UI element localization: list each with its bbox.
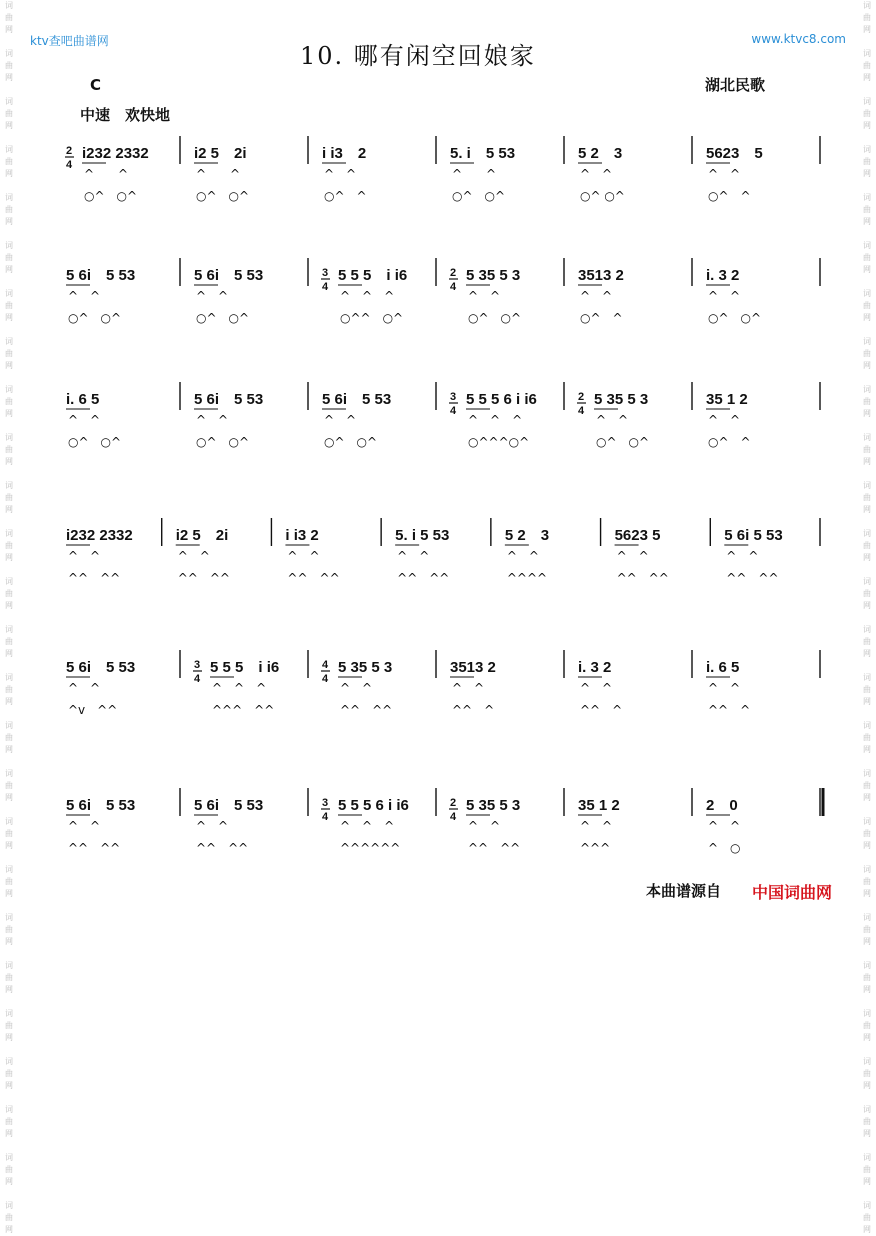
articulation-row-1: ^ ^	[68, 413, 101, 427]
time-signature-top: 4	[322, 659, 329, 671]
articulation-row-1: ^ ^	[708, 413, 741, 427]
measure-notes: 5623 5	[706, 145, 763, 162]
measure-notes: 5. i 5 53	[395, 527, 450, 544]
measure-notes: 3513 2	[578, 267, 624, 284]
articulation-row-2: ○^^ ○^	[340, 311, 404, 325]
articulation-row-1: ^ ^	[708, 167, 741, 181]
score-system-6	[56, 786, 824, 866]
time-signature-bottom: 4	[578, 405, 585, 417]
articulation-row-1: ^ ^	[397, 549, 430, 563]
time-signature-bottom: 4	[194, 673, 201, 685]
score-system-2	[56, 256, 824, 336]
articulation-row-1: ^ ^	[596, 413, 629, 427]
articulation-row-1: ^ ^	[580, 681, 613, 695]
watermark-top-right: www.ktvc8.com	[751, 32, 846, 46]
measure-notes: 3513 2	[450, 659, 496, 676]
articulation-row-2: ^^^^	[506, 571, 548, 585]
time-signature-top: 2	[578, 391, 585, 403]
measure-notes: 5 2 3	[578, 145, 623, 162]
articulation-row-1: ^ ^ ^	[340, 289, 395, 303]
measure-notes: 35 1 2	[578, 797, 620, 814]
articulation-row-1: ^ ^	[580, 819, 613, 833]
articulation-row-2: ○^ ○^	[596, 435, 650, 449]
measure-notes: 5 6i 5 53	[322, 391, 392, 408]
articulation-row-2: ○^ ○^	[84, 189, 138, 203]
measure-notes: 2 0	[706, 797, 738, 814]
time-signature-bottom: 4	[322, 673, 329, 685]
measure-notes: 5 6i 5 53	[194, 267, 264, 284]
articulation-row-2: ^^^^^^	[340, 841, 401, 855]
articulation-row-1: ^ ^	[708, 681, 741, 695]
articulation-row-1: ^ ^	[287, 549, 320, 563]
articulation-row-2: ^^ ^	[708, 703, 751, 717]
score-system-3	[56, 380, 824, 460]
measure-notes: i232 2332	[82, 145, 149, 162]
articulation-row-2: ^^ ^^	[177, 571, 230, 585]
articulation-row-1: ^ ^	[68, 289, 101, 303]
articulation-row-1: ^ ^	[452, 681, 485, 695]
articulation-row-2: ^^^	[580, 841, 611, 855]
articulation-row-2: ○^ ○^	[708, 311, 762, 325]
measure-notes: 5 6i 5 53	[66, 267, 136, 284]
articulation-row-1: ^ ^	[340, 681, 373, 695]
articulation-row-1: ^ ^	[506, 549, 539, 563]
system-svg	[56, 380, 824, 460]
articulation-row-1: ^ ^	[468, 819, 501, 833]
key-signature: C	[90, 76, 102, 94]
articulation-row-2: ○^ ○^	[452, 189, 506, 203]
articulation-row-2: ○^ ○^	[68, 311, 122, 325]
articulation-row-1: ^ ^	[324, 167, 357, 181]
articulation-row-2: ○^ ○^	[68, 435, 122, 449]
measure-notes: 5 35 5 3	[338, 659, 393, 676]
articulation-row-2: ○^ ^	[324, 189, 367, 203]
articulation-row-2: ○^ ^	[708, 189, 751, 203]
system-svg	[56, 648, 824, 728]
score-system-1	[56, 134, 824, 214]
articulation-row-2: ^^ ^^	[340, 703, 393, 717]
articulation-row-1: ^ ^	[324, 413, 357, 427]
measure-notes: 5 5 5 i i6	[210, 659, 280, 676]
articulation-row-2: ○^ ^	[580, 311, 623, 325]
measure-notes: i2 5 2i	[194, 145, 247, 162]
articulation-row-1: ^ ^	[68, 549, 101, 563]
articulation-row-2: ^^ ^^	[68, 571, 121, 585]
measure-notes: i. 6 5	[706, 659, 740, 676]
measure-notes: i i3 2	[285, 527, 319, 544]
articulation-row-1: ^ ^ ^	[212, 681, 267, 695]
articulation-row-2: ^^ ^^	[468, 841, 521, 855]
footer-source-site: 中国词曲网	[752, 883, 833, 902]
measure-notes: i232 2332	[66, 527, 133, 544]
articulation-row-1: ^ ^	[196, 289, 229, 303]
measure-notes: 5 2 3	[504, 527, 550, 544]
articulation-row-2: ○^ ○^	[196, 435, 250, 449]
side-watermark-right: 词 曲 网 词 曲 网 词 曲 网 词 曲 网 词 曲 网 词 曲 网 词 曲 网 词 曲 网 词 曲 网 词 曲 网 词 曲 网 词 曲 网 词 曲 网 词 曲 网 词 曲 网 词 曲 网 词 曲 网 词 曲 网 词 曲 网 词 曲 网 词 曲 网 词 曲 网 词 曲 网 词 曲 网 词 曲 网 词 曲 网	[863, 1, 871, 1234]
articulation-row-2: ^^ ^^	[616, 571, 669, 585]
articulation-row-2: ^^ ^^	[287, 571, 340, 585]
articulation-row-1: ^ ^	[708, 819, 741, 833]
measure-notes: 5 35 5 3	[466, 797, 521, 814]
score-system-5	[56, 648, 824, 728]
articulation-row-2: ^^ ^	[580, 703, 623, 717]
time-signature-bottom: 4	[450, 811, 457, 823]
articulation-row-2: ^ ○	[708, 841, 741, 855]
articulation-row-1: ^ ^	[580, 167, 613, 181]
articulation-row-1: ^ ^	[726, 549, 759, 563]
measure-notes: 35 1 2	[706, 391, 748, 408]
articulation-row-1: ^ ^	[196, 167, 241, 181]
song-origin: 湖北民歌	[705, 76, 766, 94]
measure-notes: i. 6 5	[66, 391, 100, 408]
measure-notes: 5 6i 5 53	[194, 797, 264, 814]
articulation-row-2: ^^ ^^	[726, 571, 779, 585]
articulation-row-2: ^^ ^^	[397, 571, 450, 585]
measure-notes: 5 5 5 6 i i6	[338, 797, 409, 814]
articulation-row-1: ^ ^	[177, 549, 210, 563]
time-signature-top: 2	[66, 145, 73, 157]
measure-notes: i i3 2	[322, 145, 367, 162]
articulation-row-2: ○^ ○^	[196, 189, 250, 203]
score-system-4	[56, 516, 824, 596]
tempo-marking: 中速 欢快地	[80, 106, 171, 124]
system-svg	[56, 134, 824, 214]
time-signature-top: 2	[450, 797, 457, 809]
articulation-row-1: ^ ^	[580, 289, 613, 303]
articulation-row-2: ○^^^○^	[468, 435, 530, 449]
footer-source-label: 本曲谱源自	[646, 882, 722, 900]
articulation-row-1: ^ ^	[84, 167, 129, 181]
measure-notes: 5 35 5 3	[594, 391, 649, 408]
measure-notes: i. 3 2	[578, 659, 612, 676]
song-title: 10. 哪有闲空回娘家	[300, 42, 536, 70]
time-signature-bottom: 4	[450, 281, 457, 293]
articulation-row-2: ○^ ○^	[324, 435, 378, 449]
measure-notes: 5. i 5 53	[450, 145, 516, 162]
articulation-row-2: ^^ ^^	[196, 841, 249, 855]
time-signature-bottom: 4	[322, 811, 329, 823]
system-svg	[56, 256, 824, 336]
articulation-row-1: ^ ^	[68, 681, 101, 695]
watermark-top-left: ktv查吧曲谱网	[30, 34, 109, 48]
articulation-row-1: ^ ^	[468, 289, 501, 303]
articulation-row-2: ^v ^^	[68, 703, 118, 717]
measure-notes: 5 6i 5 53	[66, 659, 136, 676]
measure-notes: 5 35 5 3	[466, 267, 521, 284]
articulation-row-1: ^ ^ ^	[340, 819, 395, 833]
measure-notes: 5 6i 5 53	[66, 797, 136, 814]
measure-notes: 5 5 5 6 i i6	[466, 391, 537, 408]
time-signature-top: 3	[194, 659, 201, 671]
time-signature-bottom: 4	[450, 405, 457, 417]
measure-notes: i2 5 2i	[175, 527, 229, 544]
time-signature-top: 2	[450, 267, 457, 279]
side-watermark-left: 词 曲 网 词 曲 网 词 曲 网 词 曲 网 词 曲 网 词 曲 网 词 曲 网 词 曲 网 词 曲 网 词 曲 网 词 曲 网 词 曲 网 词 曲 网 词 曲 网 词 曲 网 词 曲 网 词 曲 网 词 曲 网 词 曲 网 词 曲 网 词 曲 网 词 曲 网 词 曲 网 词 曲 网 词 曲 网 词 曲 网	[5, 1, 13, 1234]
articulation-row-1: ^ ^	[196, 819, 229, 833]
articulation-row-2: ^^^ ^^	[212, 703, 275, 717]
articulation-row-2: ○^ ○^	[580, 189, 625, 203]
measure-notes: i. 3 2	[706, 267, 740, 284]
articulation-row-1: ^ ^	[452, 167, 497, 181]
measure-notes: 5 5 5 i i6	[338, 267, 408, 284]
articulation-row-1: ^ ^	[68, 819, 101, 833]
articulation-row-1: ^ ^	[708, 289, 741, 303]
measure-notes: 5 6i 5 53	[724, 527, 783, 544]
articulation-row-2: ○^ ○^	[468, 311, 522, 325]
articulation-row-2: ^^ ^	[452, 703, 495, 717]
articulation-row-1: ^ ^	[196, 413, 229, 427]
time-signature-top: 3	[322, 797, 329, 809]
time-signature-bottom: 4	[66, 159, 73, 171]
articulation-row-2: ○^ ○^	[196, 311, 250, 325]
measure-notes: 5623 5	[614, 527, 661, 544]
articulation-row-1: ^ ^ ^	[468, 413, 523, 427]
articulation-row-2: ○^ ^	[708, 435, 751, 449]
time-signature-top: 3	[322, 267, 329, 279]
measure-notes: 5 6i 5 53	[194, 391, 264, 408]
time-signature-bottom: 4	[322, 281, 329, 293]
system-svg	[56, 516, 824, 596]
articulation-row-1: ^ ^	[616, 549, 649, 563]
articulation-row-2: ^^ ^^	[68, 841, 121, 855]
time-signature-top: 3	[450, 391, 457, 403]
system-svg	[56, 786, 824, 866]
